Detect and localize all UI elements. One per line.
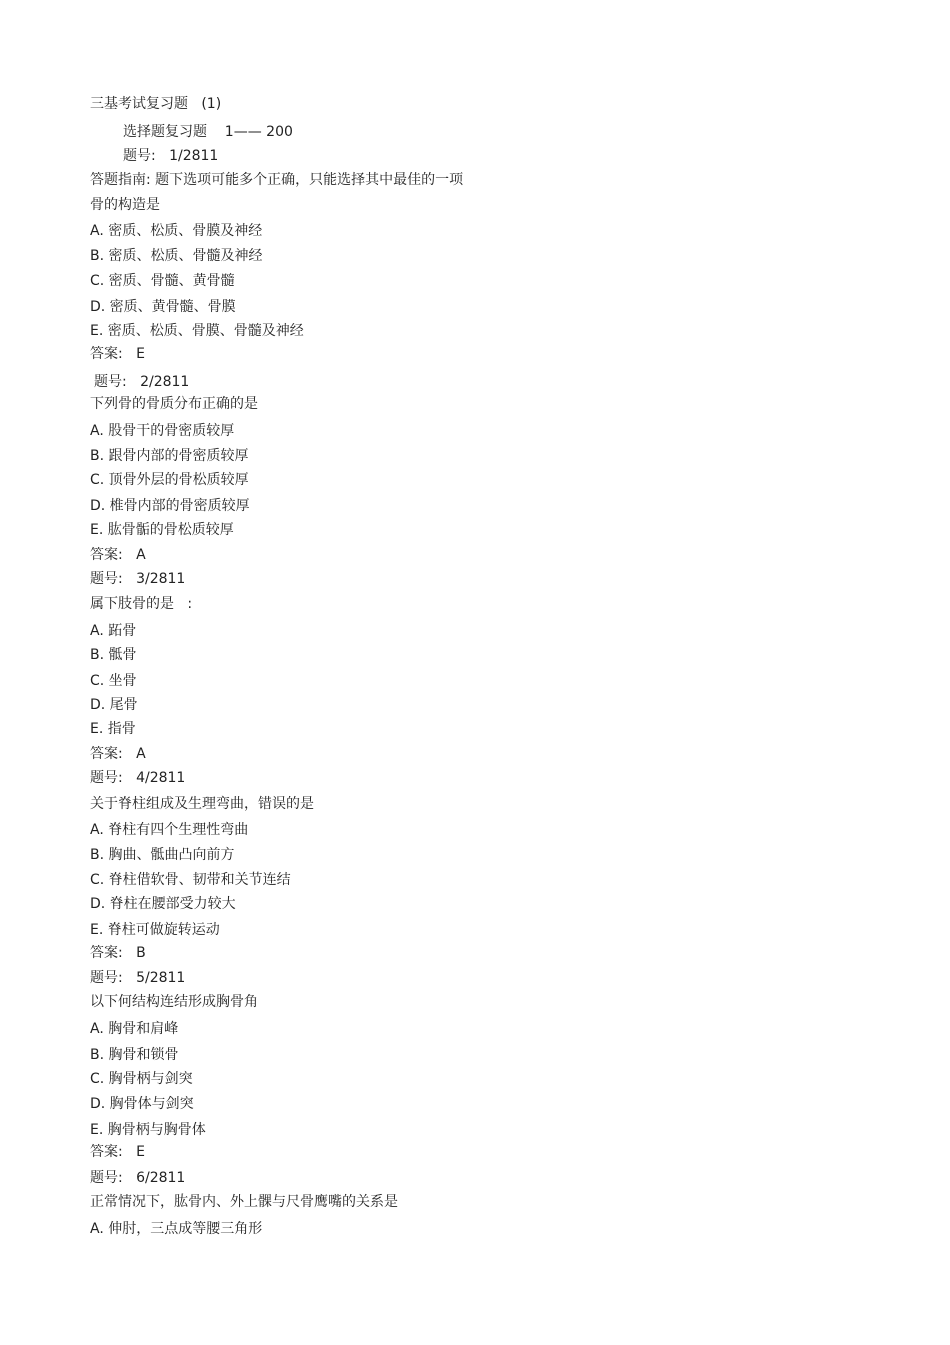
question-3-option-b: B. 骶骨 xyxy=(90,647,137,663)
question-5-option-c: C. 胸骨柄与剑突 xyxy=(90,1071,193,1087)
question-2-option-a: A. 股骨干的骨密质较厚 xyxy=(90,423,235,439)
question-2-option-c: C. 顶骨外层的骨松质较厚 xyxy=(90,472,249,488)
question-3-option-c: C. 坐骨 xyxy=(90,673,137,689)
question-number-5: 题号: 5/2811 xyxy=(90,970,186,986)
question-stem-5: 以下何结构连结形成胸骨角 xyxy=(90,994,258,1010)
question-4-option-a: A. 脊柱有四个生理性弯曲 xyxy=(90,822,249,838)
question-stem-1: 骨的构造是 xyxy=(90,197,160,213)
question-stem-2: 下列骨的骨质分布正确的是 xyxy=(90,396,258,412)
question-5-option-d: D. 胸骨体与剑突 xyxy=(90,1096,194,1112)
doc-title: 三基考试复习题 (1) xyxy=(90,96,222,112)
question-number-4: 题号: 4/2811 xyxy=(90,770,186,786)
question-5-option-e: E. 胸骨柄与胸骨体 xyxy=(90,1122,206,1138)
question-3-option-a: A. 跖骨 xyxy=(90,623,137,639)
question-1-option-a: A. 密质、松质、骨膜及神经 xyxy=(90,223,263,239)
question-1-option-e: E. 密质、松质、骨膜、骨髓及神经 xyxy=(90,323,304,339)
question-2-option-d: D. 椎骨内部的骨密质较厚 xyxy=(90,498,250,514)
question-5-option-a: A. 胸骨和肩峰 xyxy=(90,1021,179,1037)
question-2-answer: 答案: A xyxy=(90,547,146,563)
question-number-2: 题号: 2/2811 xyxy=(94,374,190,390)
question-4-option-c: C. 脊柱借软骨、韧带和关节连结 xyxy=(90,872,291,888)
question-stem-6: 正常情况下，肱骨内、外上髁与尺骨鹰嘴的关系是 xyxy=(90,1194,398,1210)
question-3-option-d: D. 尾骨 xyxy=(90,697,138,713)
question-4-option-e: E. 脊柱可做旋转运动 xyxy=(90,922,220,938)
question-2-option-e: E. 肱骨骺的骨松质较厚 xyxy=(90,522,234,538)
question-1-option-c: C. 密质、骨髓、黄骨髓 xyxy=(90,273,235,289)
question-4-option-b: B. 胸曲、骶曲凸向前方 xyxy=(90,847,235,863)
question-stem-3: 属下肢骨的是 : xyxy=(90,596,193,612)
question-1-option-d: D. 密质、黄骨髓、骨膜 xyxy=(90,299,236,315)
question-5-answer: 答案: E xyxy=(90,1144,145,1160)
doc-subtitle: 选择题复习题 1—— 200 xyxy=(123,124,293,140)
question-4-answer: 答案: B xyxy=(90,945,146,961)
question-5-option-b: B. 胸骨和锁骨 xyxy=(90,1047,179,1063)
question-6-option-a: A. 伸肘，三点成等腰三角形 xyxy=(90,1221,263,1237)
question-1-answer: 答案: E xyxy=(90,346,145,362)
question-4-option-d: D. 脊柱在腰部受力较大 xyxy=(90,896,236,912)
question-number-6: 题号: 6/2811 xyxy=(90,1170,186,1186)
question-stem-4: 关于脊柱组成及生理弯曲，错误的是 xyxy=(90,796,314,812)
question-number-3: 题号: 3/2811 xyxy=(90,571,186,587)
answer-guide: 答题指南: 题下选项可能多个正确，只能选择其中最佳的一项 xyxy=(90,172,464,188)
question-2-option-b: B. 跟骨内部的骨密质较厚 xyxy=(90,448,249,464)
question-number-1: 题号: 1/2811 xyxy=(123,148,219,164)
question-3-answer: 答案: A xyxy=(90,746,146,762)
question-1-option-b: B. 密质、松质、骨髓及神经 xyxy=(90,248,263,264)
question-3-option-e: E. 指骨 xyxy=(90,721,136,737)
